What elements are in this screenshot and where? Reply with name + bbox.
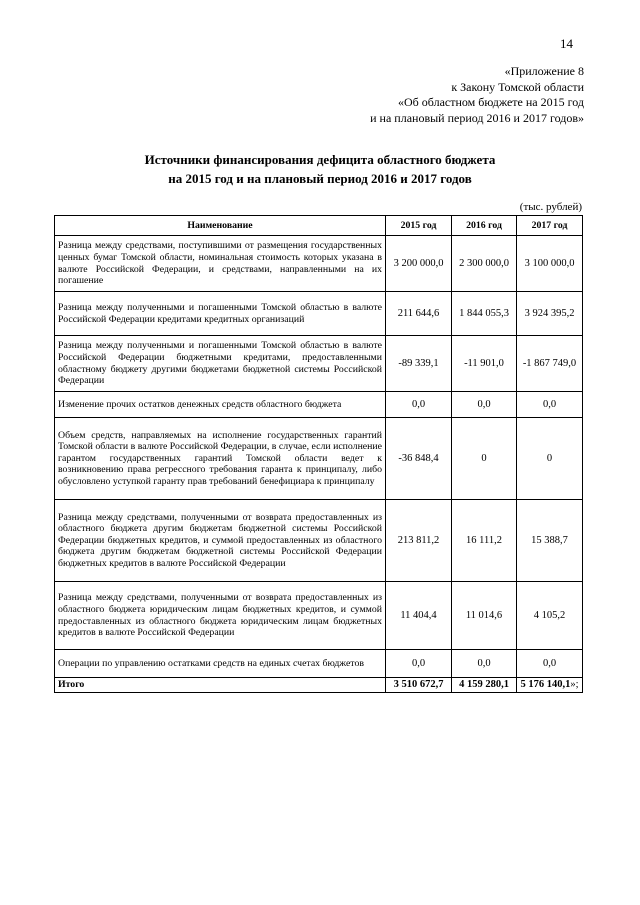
- value-2017: 3 100 000,0: [517, 236, 583, 292]
- total-2017-cell: [517, 678, 583, 693]
- value-2017: 3 924 395,2: [517, 292, 583, 336]
- title-line-1: Источники финансирования дефицита областного бюджета: [144, 152, 496, 167]
- unit-label: (тыс. рублей): [519, 201, 582, 213]
- column-header-2016: 2016 год: [452, 216, 517, 236]
- value-2015: 0,0: [386, 392, 452, 418]
- row-name: Операции по управлению остатками средств на единых счетах бюджетов: [55, 650, 386, 678]
- value-2016: -11 901,0: [452, 336, 517, 392]
- total-2016: 4 159 280,1: [452, 678, 517, 693]
- table-row: [55, 392, 583, 418]
- value-2016: 11 014,6: [452, 582, 517, 650]
- table-row: [55, 336, 583, 392]
- total-2017: 5 176 140,1: [520, 679, 571, 691]
- row-name: Объем средств, направляемых на исполнение государственных гарантий Томской области в валюте Российской Федерации, в случае, если исполнение гарантом государственных гарантий Томской области ведет к возникновению права регрессного требования гаранта к принципалу, либо обусловлено уступкой гаранту прав требований бенефициара к принципалу: [55, 418, 386, 500]
- row-name: Разница между средствами, полученными от возврата предоставленных из областного бюджета юридическим лицам бюджетных кредитов, и суммой предоставленных из областного бюджета юридическим лицам бюджетных кредитов в валюте Российской Федерации: [55, 582, 386, 650]
- closing-quote: »;: [570, 679, 579, 691]
- value-2017: 15 388,7: [517, 500, 583, 582]
- value-2016: 2 300 000,0: [452, 236, 517, 292]
- table-row: [55, 418, 583, 500]
- value-2015: -36 848,4: [386, 418, 452, 500]
- value-2017: -1 867 749,0: [517, 336, 583, 392]
- row-name: Разница между полученными и погашенными Томской областью в валюте Российской Федерации бюджетными кредитами, предоставленными областному бюджету другими бюджетами бюджетной системы Российской Федерации: [55, 336, 386, 392]
- row-name: Разница между полученными и погашенными Томской областью в валюте Российской Федерации кредитами кредитных организаций: [55, 292, 386, 336]
- column-header-2017: 2017 год: [517, 216, 583, 236]
- column-header-name: Наименование: [55, 216, 386, 236]
- total-label: Итого: [55, 678, 386, 693]
- annex-line: «Об областном бюджете на 2015 год: [398, 95, 584, 109]
- annex-line: и на плановый период 2016 и 2017 годов»: [370, 110, 584, 125]
- value-2016: 0,0: [452, 392, 517, 418]
- column-header-2015: 2015 год: [386, 216, 452, 236]
- table-row: [55, 500, 583, 582]
- value-2017: 4 105,2: [517, 582, 583, 650]
- document-title: [0, 150, 640, 188]
- value-2017: 0,0: [517, 392, 583, 418]
- row-name: Разница между средствами, полученными от возврата предоставленных из областного бюджета другим бюджетам бюджетной системы Российской Федерации бюджетных кредитов, и суммой предоставленных из областного бюджета другим бюджетам бюджетной системы Российской Федерации бюджетных кредитов в валюте Российской Федерации: [55, 500, 386, 582]
- page-number: 14: [560, 36, 573, 51]
- value-2015: 213 811,2: [386, 500, 452, 582]
- total-row: [55, 678, 583, 693]
- value-2017: 0,0: [517, 650, 583, 678]
- value-2016: 0: [452, 418, 517, 500]
- value-2016: 1 844 055,3: [452, 292, 517, 336]
- table-row: [55, 582, 583, 650]
- annex-line: к Закону Томской области: [451, 79, 584, 94]
- annex-header: [370, 64, 584, 126]
- value-2015: -89 339,1: [386, 336, 452, 392]
- table-row: [55, 650, 583, 678]
- total-2015: 3 510 672,7: [386, 678, 452, 693]
- row-name: Изменение прочих остатков денежных средств областного бюджета: [55, 392, 386, 418]
- row-name: Разница между средствами, поступившими от размещения государственных ценных бумаг Томской области, номинальная стоимость которых указана в валюте Российской Федерации, и средствами, направленными на их погашение: [55, 236, 386, 292]
- financing-sources-table: [54, 215, 583, 693]
- value-2015: 3 200 000,0: [386, 236, 452, 292]
- table-row: [55, 236, 583, 292]
- table-row: [55, 292, 583, 336]
- value-2017: 0: [517, 418, 583, 500]
- value-2016: 16 111,2: [452, 500, 517, 582]
- table-header-row: [55, 216, 583, 236]
- value-2015: 211 644,6: [386, 292, 452, 336]
- value-2015: 11 404,4: [386, 582, 452, 650]
- title-line-2: на 2015 год и на плановый период 2016 и 2017 годов: [168, 171, 472, 186]
- value-2015: 0,0: [386, 650, 452, 678]
- value-2016: 0,0: [452, 650, 517, 678]
- annex-line: «Приложение 8: [504, 64, 584, 78]
